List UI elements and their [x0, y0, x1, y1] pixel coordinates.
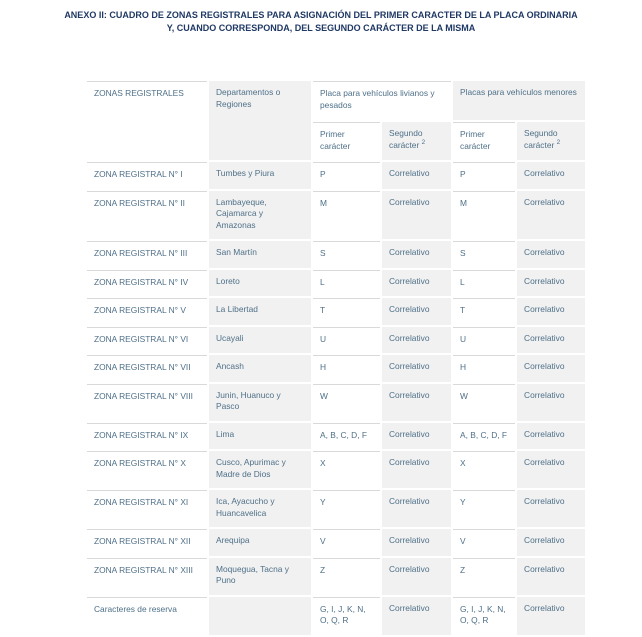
- zona-cell: ZONA REGISTRAL N° IV: [87, 270, 207, 297]
- menores-primer-cell: Y: [453, 490, 515, 527]
- table-row: [87, 451, 585, 488]
- menores-segundo-cell: Correlativo: [517, 327, 585, 354]
- livianos-primer-cell: V: [313, 529, 380, 556]
- col-header-livianos-segundo-caracter: Segundo carácter $^2$: [382, 122, 451, 160]
- menores-segundo-cell: Correlativo: [517, 451, 585, 488]
- zona-cell: ZONA REGISTRAL N° VIII: [87, 384, 207, 421]
- departamentos-cell: Junin, Huanuco y Pasco: [209, 384, 311, 421]
- footnote-marker: 2: [421, 138, 426, 146]
- table-row: [87, 298, 585, 325]
- zona-cell: Caracteres de reserva: [87, 597, 207, 635]
- livianos-primer-cell: S: [313, 241, 380, 268]
- table-row: [87, 191, 585, 240]
- departamentos-cell: San Martín: [209, 241, 311, 268]
- menores-primer-cell: A, B, C, D, F: [453, 423, 515, 450]
- table-row: [87, 241, 585, 268]
- menores-segundo-cell: Correlativo: [517, 241, 585, 268]
- menores-primer-cell: X: [453, 451, 515, 488]
- zonas-registrales-table: [85, 79, 587, 637]
- menores-primer-cell: H: [453, 355, 515, 382]
- menores-segundo-cell: Correlativo: [517, 597, 585, 635]
- menores-primer-cell: T: [453, 298, 515, 325]
- menores-segundo-cell: Correlativo: [517, 355, 585, 382]
- departamentos-cell: Lambayeque, Cajamarca y Amazonas: [209, 191, 311, 240]
- livianos-primer-cell: M: [313, 191, 380, 240]
- menores-segundo-cell: Correlativo: [517, 423, 585, 450]
- departamentos-cell: Cusco, Apurimac y Madre de Dios: [209, 451, 311, 488]
- livianos-segundo-cell: Correlativo: [382, 529, 451, 556]
- table-body: [87, 162, 585, 635]
- departamentos-cell: Tumbes y Piura: [209, 162, 311, 189]
- livianos-segundo-cell: Correlativo: [382, 270, 451, 297]
- menores-segundo-cell: Correlativo: [517, 191, 585, 240]
- livianos-primer-cell: H: [313, 355, 380, 382]
- livianos-segundo-cell: Correlativo: [382, 558, 451, 595]
- table-row: [87, 597, 585, 635]
- menores-segundo-cell: Correlativo: [517, 558, 585, 595]
- col-header-zonas-registrales: ZONAS REGISTRALES: [87, 81, 207, 160]
- livianos-segundo-cell: Correlativo: [382, 490, 451, 527]
- table-row: [87, 529, 585, 556]
- livianos-segundo-cell: Correlativo: [382, 355, 451, 382]
- departamentos-cell: La Libertad: [209, 298, 311, 325]
- header-group-row: [87, 81, 585, 120]
- group-header-vehiculos-menores: Placas para vehículos menores: [453, 81, 585, 120]
- departamentos-cell: Loreto: [209, 270, 311, 297]
- livianos-primer-cell: L: [313, 270, 380, 297]
- table-row: [87, 327, 585, 354]
- departamentos-cell: [209, 597, 311, 635]
- zona-cell: ZONA REGISTRAL N° II: [87, 191, 207, 240]
- zona-cell: ZONA REGISTRAL N° V: [87, 298, 207, 325]
- livianos-segundo-cell: Correlativo: [382, 162, 451, 189]
- zona-cell: ZONA REGISTRAL N° VII: [87, 355, 207, 382]
- page-title-line-1: ANEXO II: CUADRO DE ZONAS REGISTRALES PARA ASIGNACIÓN DEL PRIMER CARACTER DE LA PLACA ORDINARIA: [64, 10, 578, 20]
- menores-primer-cell: Z: [453, 558, 515, 595]
- livianos-segundo-cell: Correlativo: [382, 597, 451, 635]
- livianos-segundo-cell: Correlativo: [382, 327, 451, 354]
- livianos-segundo-cell: Correlativo: [382, 423, 451, 450]
- menores-primer-cell: S: [453, 241, 515, 268]
- table-row: [87, 162, 585, 189]
- zona-cell: ZONA REGISTRAL N° IX: [87, 423, 207, 450]
- table-row: [87, 270, 585, 297]
- menores-segundo-cell: Correlativo: [517, 529, 585, 556]
- livianos-primer-cell: Z: [313, 558, 380, 595]
- departamentos-cell: Ucayali: [209, 327, 311, 354]
- table-row: [87, 490, 585, 527]
- zona-cell: ZONA REGISTRAL N° III: [87, 241, 207, 268]
- table-row: [87, 423, 585, 450]
- departamentos-cell: Arequipa: [209, 529, 311, 556]
- zona-cell: ZONA REGISTRAL N° X: [87, 451, 207, 488]
- livianos-primer-cell: G, I, J, K, N, O, Q, R: [313, 597, 380, 635]
- livianos-segundo-cell: Correlativo: [382, 241, 451, 268]
- menores-primer-cell: L: [453, 270, 515, 297]
- departamentos-cell: Ancash: [209, 355, 311, 382]
- menores-segundo-cell: Correlativo: [517, 298, 585, 325]
- menores-primer-cell: G, I, J, K, N, O, Q, R: [453, 597, 515, 635]
- livianos-primer-cell: W: [313, 384, 380, 421]
- departamentos-cell: Moquegua, Tacna y Puno: [209, 558, 311, 595]
- footnote-marker: 2: [556, 138, 561, 146]
- menores-primer-cell: U: [453, 327, 515, 354]
- table-row: [87, 558, 585, 595]
- livianos-primer-cell: A, B, C, D, F: [313, 423, 380, 450]
- livianos-primer-cell: X: [313, 451, 380, 488]
- menores-segundo-cell: Correlativo: [517, 490, 585, 527]
- zona-cell: ZONA REGISTRAL N° XIII: [87, 558, 207, 595]
- livianos-segundo-cell: Correlativo: [382, 384, 451, 421]
- zona-cell: ZONA REGISTRAL N° XI: [87, 490, 207, 527]
- col-header-livianos-primer-caracter: Primer carácter: [313, 122, 380, 160]
- zona-cell: ZONA REGISTRAL N° XII: [87, 529, 207, 556]
- menores-segundo-cell: Correlativo: [517, 384, 585, 421]
- menores-primer-cell: V: [453, 529, 515, 556]
- page-title: [0, 9, 642, 35]
- page-title-line-2: Y, CUANDO CORRESPONDA, DEL SEGUNDO CARÁCTER DE LA MISMA: [166, 23, 476, 33]
- col-header-menores-primer-caracter: Primer carácter: [453, 122, 515, 160]
- livianos-primer-cell: P: [313, 162, 380, 189]
- livianos-primer-cell: U: [313, 327, 380, 354]
- livianos-primer-cell: T: [313, 298, 380, 325]
- livianos-segundo-cell: Correlativo: [382, 451, 451, 488]
- livianos-segundo-cell: Correlativo: [382, 298, 451, 325]
- menores-segundo-cell: Correlativo: [517, 270, 585, 297]
- menores-primer-cell: M: [453, 191, 515, 240]
- livianos-primer-cell: Y: [313, 490, 380, 527]
- table-row: [87, 384, 585, 421]
- departamentos-cell: Lima: [209, 423, 311, 450]
- menores-primer-cell: P: [453, 162, 515, 189]
- zona-cell: ZONA REGISTRAL N° VI: [87, 327, 207, 354]
- menores-segundo-cell: Correlativo: [517, 162, 585, 189]
- col-header-menores-segundo-caracter: Segundo carácter $^2$: [517, 122, 585, 160]
- departamentos-cell: Ica, Ayacucho y Huancavelica: [209, 490, 311, 527]
- zona-cell: ZONA REGISTRAL N° I: [87, 162, 207, 189]
- col-header-departamentos: Departamentos o Regiones: [209, 81, 311, 160]
- group-header-vehiculos-livianos: Placa para vehículos livianos y pesados: [313, 81, 451, 120]
- livianos-segundo-cell: Correlativo: [382, 191, 451, 240]
- table-row: [87, 355, 585, 382]
- menores-primer-cell: W: [453, 384, 515, 421]
